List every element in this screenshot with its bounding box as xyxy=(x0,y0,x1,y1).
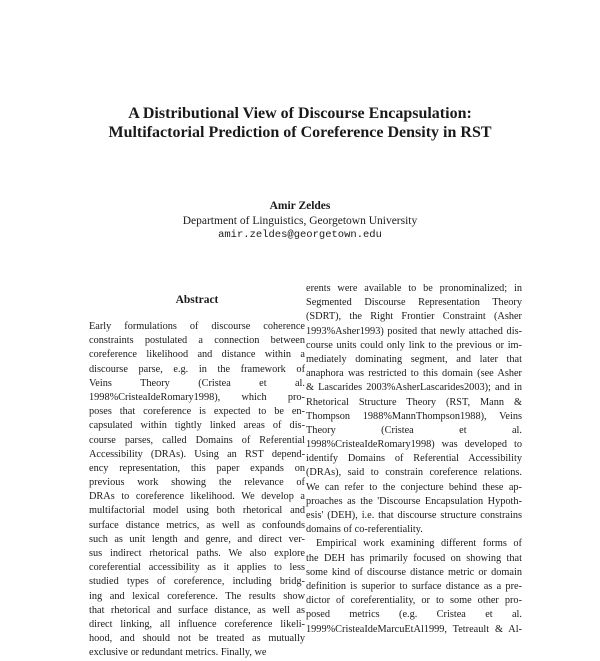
text-line: 1998%CristeaIdeRomary1998), which pro- xyxy=(89,391,305,403)
text-line: definition is superior to surface distance as a pre- xyxy=(306,580,522,592)
text-line: 1999%CristeaIdeMarcuEtAl1999, Tetreault & Al- xyxy=(306,623,522,635)
author-name: Amir Zeldes xyxy=(269,200,331,212)
text-line: Thompson 1988%MannThompson1988), Veins xyxy=(306,410,522,422)
text-line: anaphora was restricted to this domain (see Asher xyxy=(306,368,522,380)
text-line: studied types of coreference, including bridg- xyxy=(89,576,305,588)
text-line: course parses, called Domains of Referential xyxy=(89,434,305,446)
text-line: Theory (Cristea et al. xyxy=(306,424,522,436)
text-line: (DRAs), said to constrain coreference relations. xyxy=(306,467,522,479)
text-line: capsulated within tightly linked areas of dis- xyxy=(89,420,305,432)
text-line: domains of co-referentiality. xyxy=(306,524,423,536)
text-line: exclusive or redundant metrics. Finally, we xyxy=(89,647,267,659)
text-line: & Lascarides 2003%AsherLascarides2003); and in xyxy=(306,382,522,394)
text-line: that rhetorical and surface distance, as well as xyxy=(89,604,305,616)
text-line: erents were available to be pronominalized; in xyxy=(306,283,522,294)
text-line: coreference likelihood and distance within a xyxy=(89,349,305,361)
text-line: esis' (DEH), i.e. that discourse structure constrains xyxy=(306,510,522,521)
text-line: posed metrics (e.g. Cristea et al. xyxy=(306,609,522,621)
text-line: sus indirect rhetorical paths. We also explore xyxy=(89,548,305,559)
text-line: Rhetorical Structure Theory (RST, Mann & xyxy=(306,396,522,408)
body-column xyxy=(306,282,522,637)
text-line: dictor of coreferentiality, or to some other pro- xyxy=(306,595,522,607)
text-line: DRAs to coreference likelihood. We develop a xyxy=(89,491,305,503)
text-line: coreferential accessibility as it applies to less xyxy=(89,562,305,574)
text-line: discourse parse, e.g. in the framework of xyxy=(89,363,305,375)
text-line: previous work showing the relevance of xyxy=(89,477,305,489)
text-line: constraints postulated a connection between xyxy=(89,335,305,347)
text-line: Early formulations of discourse coherence xyxy=(89,321,305,332)
text-line: surface distance metrics, as well as confounds xyxy=(89,519,305,531)
text-line: 1998%CristeaIdeRomary1998) was developed to xyxy=(306,439,522,451)
text-line: mediately dominating segment, and later that xyxy=(306,353,522,365)
author-block xyxy=(0,199,600,243)
author-email: amir.zeldes@georgetown.edu xyxy=(218,229,382,241)
text-line: Accessibility (DRAs). Using an RST depend- xyxy=(89,448,305,460)
text-line: We can refer to the conjecture behind these ap- xyxy=(306,481,522,493)
text-line: proaches as the 'Discourse Encapsulation Hypoth- xyxy=(306,495,522,507)
text-line: such as unit length and genre, and direct ver- xyxy=(89,533,305,545)
title-line-2: Multifactorial Prediction of Coreference Density in RST xyxy=(108,124,492,141)
text-line: (SDRT), the Right Frontier Constraint (Asher xyxy=(306,311,522,323)
text-line: Segmented Discourse Representation Theory xyxy=(306,297,522,309)
text-line: course units could only link to the previous or im- xyxy=(306,339,522,351)
text-line: multifactorial model using both rhetorical and xyxy=(89,505,305,517)
abstract-body xyxy=(89,320,305,661)
text-line: Veins Theory (Cristea et al. xyxy=(89,377,305,389)
text-line: ency representation, this paper expands on xyxy=(89,462,305,474)
text-line: ing and lexical coreference. The results show xyxy=(89,590,305,602)
text-line: poses that coreference is expected to be en- xyxy=(89,406,305,418)
text-line: some kind of discourse distance metric or domain xyxy=(306,566,522,578)
abstract-heading: Abstract xyxy=(175,294,219,306)
text-line: direct linking, all influence coreference likeli- xyxy=(89,618,305,630)
text-line: identify Domains of Referential Accessibility xyxy=(306,453,522,465)
paper-title xyxy=(0,104,600,142)
text-line: the DEH has primarily focused on showing that xyxy=(306,552,522,564)
author-affiliation: Department of Linguistics, Georgetown University xyxy=(182,214,418,227)
text-line: hood, and should not be treated as mutually xyxy=(89,633,305,645)
text-line: Empirical work examining different forms of xyxy=(316,538,522,550)
text-line: 1993%Asher1993) posited that newly attached dis- xyxy=(306,325,522,337)
title-line-1: A Distributional View of Discourse Encapsulation: xyxy=(128,105,472,122)
